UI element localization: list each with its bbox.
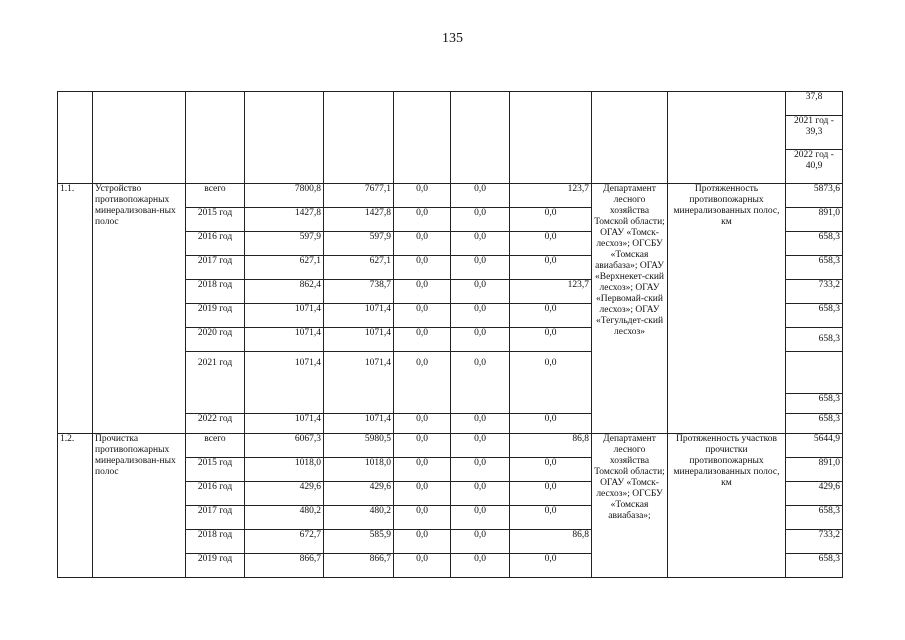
year-cell: 2019 год — [186, 304, 245, 328]
value-cell: 738,7 — [324, 280, 394, 304]
total-cell: 1071,4 — [245, 304, 324, 328]
value-cell: 429,6 — [324, 482, 394, 506]
total-cell: 1071,4 — [245, 414, 324, 434]
year-cell: 2017 год — [186, 506, 245, 530]
indicator-value: 5873,6 — [786, 184, 843, 208]
year-cell: 2018 год — [186, 530, 245, 554]
indicator-value: 891,0 — [786, 208, 843, 232]
value-cell: 7677,1 — [324, 184, 394, 208]
section-number: 1.2. — [58, 434, 93, 578]
value-cell: 0,0 — [394, 328, 451, 352]
year-cell: 2019 год — [186, 554, 245, 578]
value-cell: 1071,4 — [324, 414, 394, 434]
total-cell: 627,1 — [245, 256, 324, 280]
value-cell: 0,0 — [510, 506, 592, 530]
executor-cell: Департамент лесного хозяйства Томской области; ОГАУ «Томск-лесхоз»; ОГСБУ «Томская авиабаза»; — [592, 434, 668, 578]
total-cell: 6067,3 — [245, 434, 324, 458]
value-cell: 0,0 — [451, 554, 510, 578]
indicator-value: 733,2 — [786, 280, 843, 304]
indicator-value: 891,0 — [786, 458, 843, 482]
value-cell: 0,0 — [394, 352, 451, 414]
value-cell: 0,0 — [451, 530, 510, 554]
value-cell: 0,0 — [510, 458, 592, 482]
year-cell: 2016 год — [186, 232, 245, 256]
total-cell: 1018,0 — [245, 458, 324, 482]
value-cell: 0,0 — [394, 434, 451, 458]
value-cell: 0,0 — [451, 304, 510, 328]
total-cell: 866,7 — [245, 554, 324, 578]
value-cell: 5980,5 — [324, 434, 394, 458]
total-cell: 1071,4 — [245, 328, 324, 352]
indicator-value: 658,3 — [786, 328, 843, 352]
total-cell: 862,4 — [245, 280, 324, 304]
year-cell: 2020 год — [186, 328, 245, 352]
indicator-value: 2022 год - 40,9 — [786, 150, 843, 184]
value-cell: 0,0 — [510, 304, 592, 328]
value-cell: 1071,4 — [324, 304, 394, 328]
value-cell: 0,0 — [451, 280, 510, 304]
value-cell: 86,8 — [510, 434, 592, 458]
year-cell: 2022 год — [186, 414, 245, 434]
value-cell: 0,0 — [394, 554, 451, 578]
indicator-name: Протяженность участков прочистки противопожарных минерализованных полос, км — [668, 434, 786, 578]
indicator-value: 658,3 — [786, 394, 843, 414]
indicator-value: 658,3 — [786, 256, 843, 280]
indicator-value: 658,3 — [786, 414, 843, 434]
value-cell: 0,0 — [394, 506, 451, 530]
indicator-value: 37,8 — [786, 92, 843, 116]
indicator-value: 2021 год - 39,3 — [786, 116, 843, 150]
indicator-spacer — [786, 352, 843, 394]
value-cell: 0,0 — [510, 554, 592, 578]
total-cell: 1427,8 — [245, 208, 324, 232]
total-cell: 672,7 — [245, 530, 324, 554]
table-row — [58, 92, 843, 116]
year-cell: 2016 год — [186, 482, 245, 506]
value-cell: 0,0 — [394, 414, 451, 434]
value-cell: 866,7 — [324, 554, 394, 578]
indicator-value: 5644,9 — [786, 434, 843, 458]
value-cell: 1018,0 — [324, 458, 394, 482]
value-cell: 0,0 — [451, 506, 510, 530]
value-cell: 0,0 — [510, 352, 592, 414]
value-cell: 0,0 — [510, 208, 592, 232]
total-cell: 7800,8 — [245, 184, 324, 208]
year-cell: 2017 год — [186, 256, 245, 280]
year-cell: 2015 год — [186, 458, 245, 482]
indicator-value: 658,3 — [786, 304, 843, 328]
value-cell: 0,0 — [451, 256, 510, 280]
value-cell: 0,0 — [451, 352, 510, 414]
value-cell: 0,0 — [451, 184, 510, 208]
value-cell: 0,0 — [394, 304, 451, 328]
value-cell: 0,0 — [510, 328, 592, 352]
value-cell: 627,1 — [324, 256, 394, 280]
value-cell: 0,0 — [394, 482, 451, 506]
value-cell: 0,0 — [394, 458, 451, 482]
section-name: Прочистка противопожарных минерализован-ных полос — [93, 434, 186, 578]
value-cell: 0,0 — [451, 458, 510, 482]
program-table — [57, 91, 843, 578]
value-cell: 0,0 — [510, 482, 592, 506]
value-cell: 0,0 — [510, 414, 592, 434]
total-cell: 1071,4 — [245, 352, 324, 414]
total-cell: 597,9 — [245, 232, 324, 256]
value-cell: 0,0 — [451, 208, 510, 232]
year-cell: 2018 год — [186, 280, 245, 304]
value-cell: 0,0 — [394, 530, 451, 554]
indicator-value: 658,3 — [786, 506, 843, 530]
indicator-value: 429,6 — [786, 482, 843, 506]
page-number: 135 — [442, 31, 463, 46]
executor-cell: Департамент лесного хозяйства Томской области; ОГАУ «Томск-лесхоз»; ОГСБУ «Томская авиабаза»; ОГАУ «Верхнекет-ский лесхоз»; ОГАУ «Первомай-ский лесхоз»; ОГАУ «Тегульдет-ский лесхоз» — [592, 184, 668, 434]
year-cell: всего — [186, 434, 245, 458]
value-cell: 123,7 — [510, 184, 592, 208]
table-row — [58, 184, 843, 208]
value-cell: 0,0 — [451, 434, 510, 458]
value-cell: 1427,8 — [324, 208, 394, 232]
year-cell: всего — [186, 184, 245, 208]
value-cell: 0,0 — [510, 232, 592, 256]
value-cell: 597,9 — [324, 232, 394, 256]
value-cell: 0,0 — [510, 256, 592, 280]
value-cell: 1071,4 — [324, 352, 394, 414]
table-row — [58, 434, 843, 458]
value-cell: 0,0 — [394, 208, 451, 232]
value-cell: 0,0 — [451, 232, 510, 256]
value-cell: 585,9 — [324, 530, 394, 554]
value-cell: 0,0 — [394, 232, 451, 256]
year-cell: 2015 год — [186, 208, 245, 232]
value-cell: 0,0 — [451, 414, 510, 434]
year-cell: 2021 год — [186, 352, 245, 414]
value-cell: 0,0 — [394, 184, 451, 208]
value-cell: 0,0 — [451, 482, 510, 506]
value-cell: 0,0 — [394, 280, 451, 304]
total-cell: 480,2 — [245, 506, 324, 530]
value-cell: 0,0 — [394, 256, 451, 280]
indicator-value: 658,3 — [786, 232, 843, 256]
section-name: Устройство противопожарных минерализован-ных полос — [93, 184, 186, 434]
value-cell: 1071,4 — [324, 328, 394, 352]
section-number: 1.1. — [58, 184, 93, 434]
value-cell: 123,7 — [510, 280, 592, 304]
indicator-name: Протяженность противопожарных минерализованных полос, км — [668, 184, 786, 434]
total-cell: 429,6 — [245, 482, 324, 506]
value-cell: 86,8 — [510, 530, 592, 554]
value-cell: 480,2 — [324, 506, 394, 530]
value-cell: 0,0 — [451, 328, 510, 352]
indicator-value: 658,3 — [786, 554, 843, 578]
indicator-value: 733,2 — [786, 530, 843, 554]
